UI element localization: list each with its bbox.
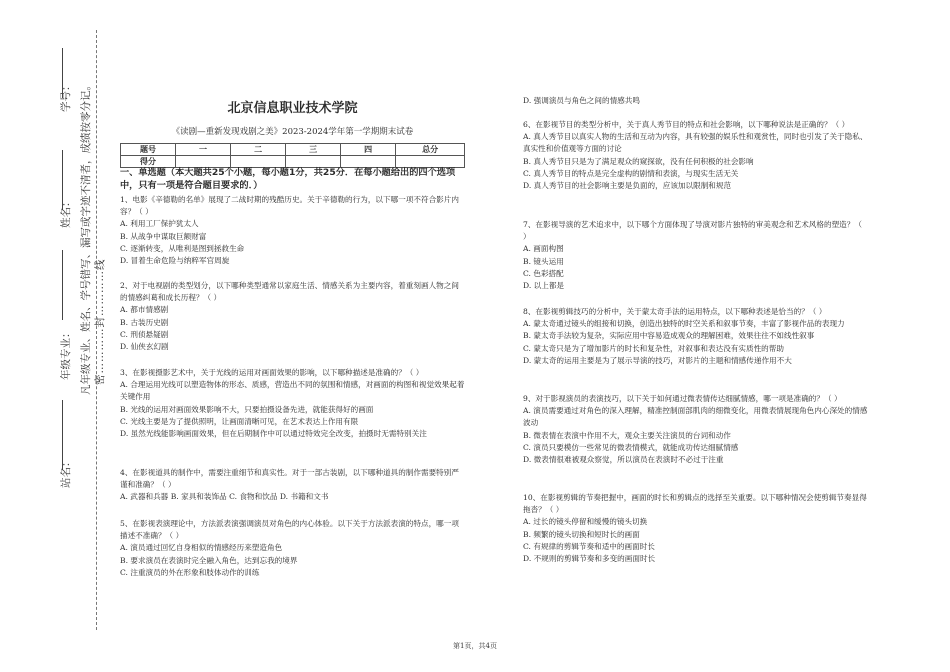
center-underline [62,400,63,470]
score-table-header-row [121,144,465,156]
question-text: 5、在影视表演理论中，方法派表演强调演员对角色的内心体验。以下关于方法派表演的特点，哪一项描述不准确？（ ） [120,519,459,541]
question-text: 1、电影《辛德勒的名单》展现了二战时期的残酷历史。关于辛德勒的行为，以下哪一项不符合影片内容？（ ） [120,195,459,217]
option: D. 蒙太奇的运用主要是为了展示导演的技巧，对影片的主题和情感传递作用不大 [523,355,792,365]
question-5 [120,518,465,579]
question-text: 3、在影视摄影艺术中，关于光线的运用对画面效果的影响，以下哪种描述是准确的？（ ） [120,368,424,377]
question-6 [523,119,868,192]
option: C. 逐渐转变，从唯利是图到拯救生命 [120,243,245,253]
option: C. 真人秀节目的特点是完全虚构的剧情和表演，与现实生活无关 [523,168,739,178]
name-underline [62,150,63,210]
binding-strip [0,0,106,672]
option: B. 真人秀节目只是为了满足观众的窥探欲，没有任何积极的社会影响 [523,156,754,166]
option: A. 演员需要通过对角色的深入理解，精准控制面部肌肉的细微变化，用微表情展现角色内心深处的情感波动 [523,406,868,428]
score-cell: 得分 [121,156,176,168]
question-1 [120,194,465,267]
seal-line-text: 密…………封…………线 [94,258,106,385]
name-label: 姓名： [60,196,72,228]
question-9 [523,393,868,466]
option: A. 画面构图 [523,244,564,254]
section-heading: 一、单选题（本大题共25个小题，每小题1分，共25分．在每小题给出的四个选项中，只有一项是符合题目要求的．） [120,167,456,191]
option: A. 蒙太奇通过镜头的组接和切换，创造出独特的时空关系和叙事节奏，丰富了影视作品的表现力 [523,319,845,329]
question-text: 10、在影视剪辑的节奏把握中，画面的时长和剪辑点的选择至关重要。以下哪种情况会使剪辑节奏显得拖沓？（ ） [523,493,867,515]
question-10 [523,492,868,565]
question-text: 4、在影视道具的制作中，需要注重细节和真实性。对于一部古装剧，以下哪种道具的制作需要特别严谨和准确？（ ） [120,468,459,490]
option: C. 光线主要是为了提供照明，让画面清晰可见，在艺术表达上作用有限 [120,416,359,426]
option: A. 合理运用光线可以塑造物体的形态、质感，营造出不同的氛围和情感，对画面的构图和视觉效果起着关键作用 [120,380,465,402]
option: B. 蒙太奇手法较为复杂，实际应用中容易造成观众的理解困难，效果往往不如线性叙事 [523,331,815,341]
question-3 [120,367,465,440]
option: B. 要求演员在表演时完全融入角色，达到忘我的境界 [120,555,298,565]
score-cell: 题号 [121,144,176,156]
option: A. 武器和兵器 B. 家具和装饰品 C. 食物和饮品 D. 书籍和文书 [120,492,329,502]
student-id-label: 学号： [60,80,72,112]
option: A. 真人秀节目以真实人物的生活和互动为内容，具有较强的娱乐性和观赏性，同时也引发了关于隐私、真实性和价值观等方面的讨论 [523,132,868,154]
question-7 [523,219,868,292]
score-cell: 四 [341,144,396,156]
score-table [120,143,465,168]
option: B. 频繁的镜头切换和短时长的画面 [523,529,640,539]
option: D. 真人秀节目的社会影响主要是负面的，应该加以限制和规范 [523,181,732,191]
option: C. 有规律的剪辑节奏和适中的画面时长 [523,541,655,551]
option: B. 光线的运用对画面效果影响不大，只要拍摄设备先进，就能获得好的画面 [120,404,374,414]
seal-dashed-line [96,30,97,630]
option: B. 从战争中谋取巨额财富 [120,231,207,241]
question-5-continued [523,95,868,107]
question-text: 8、在影视剪辑技巧的分析中，关于蒙太奇手法的运用特点，以下哪种表述是恰当的？（ ） [523,307,827,316]
score-cell: 总分 [396,144,465,156]
student-id-underline [62,48,63,98]
question-8 [523,306,868,367]
option: D. 微表情很难被观众察觉，所以演员在表演时不必过于注重 [523,455,724,465]
option: C. 注重演员的外在形象和肢体动作的训练 [120,567,260,577]
option: D. 不规则的剪辑节奏和多变的画面时长 [523,554,656,564]
question-2 [120,280,465,353]
option: D. 虽然光线能影响画面效果，但在后期制作中可以通过特效完全改变，拍摄时无需特别关注 [120,429,427,439]
option: C. 蒙太奇只是为了增加影片的时长和复杂性，对叙事和表达没有实质性的帮助 [523,343,784,353]
option: B. 镜头运用 [523,256,564,266]
option: D. 冒着生命危险与纳粹军官周旋 [120,256,230,266]
center-label: 站名： [60,456,72,488]
score-cell: 三 [286,144,341,156]
page-number: 第1页，共4页 [453,642,497,650]
option: C. 色彩搭配 [523,268,564,278]
binding-notice: 凡年级专业、姓名、学号错写、漏写或字迹不清者，成绩按零分记。 [80,80,92,395]
question-4 [120,467,465,504]
question-text: 6、在影视节目的类型分析中，关于真人秀节目的特点和社会影响，以下哪种说法是正确的？（ ） [523,120,850,129]
major-underline [62,250,63,320]
question-text: 7、在影视导演的艺术追求中，以下哪个方面体现了导演对影片独特的审美观念和艺术风格的塑造？（ ） [523,220,862,242]
option: A. 利用工厂保护犹太人 [120,219,199,229]
option: D. 仙侠玄幻剧 [120,342,169,352]
option: B. 古装历史剧 [120,317,169,327]
option: A. 都市情感剧 [120,305,169,315]
question-text: 2、对于电视剧的类型划分，以下哪种类型通常以家庭生活、情感关系为主要内容，着重刻画人物之间的情感纠葛和成长历程？（ ） [120,281,459,303]
option: B. 微表情在表演中作用不大，观众主要关注演员的台词和动作 [523,430,731,440]
option: D. 以上都是 [523,281,565,291]
option: C. 演员只要模仿一些常见的微表情模式，就能成功传达细腻情感 [523,442,739,452]
option: D. 强调演员与角色之间的情感共鸣 [523,96,640,105]
option: A. 演员通过回忆自身相似的情感经历来塑造角色 [120,543,283,553]
option: C. 刑侦悬疑剧 [120,329,169,339]
major-label: 年级专业： [60,327,72,380]
exam-title: 《读剧—重新发现戏剧之美》2023-2024学年第一学期期末试卷 [171,127,414,137]
score-cell: 一 [176,144,231,156]
school-title: 北京信息职业技术学院 [227,101,358,116]
score-cell: 二 [231,144,286,156]
option: A. 过长的镜头停留和缓慢的镜头切换 [523,517,648,527]
question-text: 9、对于影视演员的表演技巧，以下关于如何通过微表情传达细腻情感，哪一项是准确的？（ ） [523,394,842,403]
